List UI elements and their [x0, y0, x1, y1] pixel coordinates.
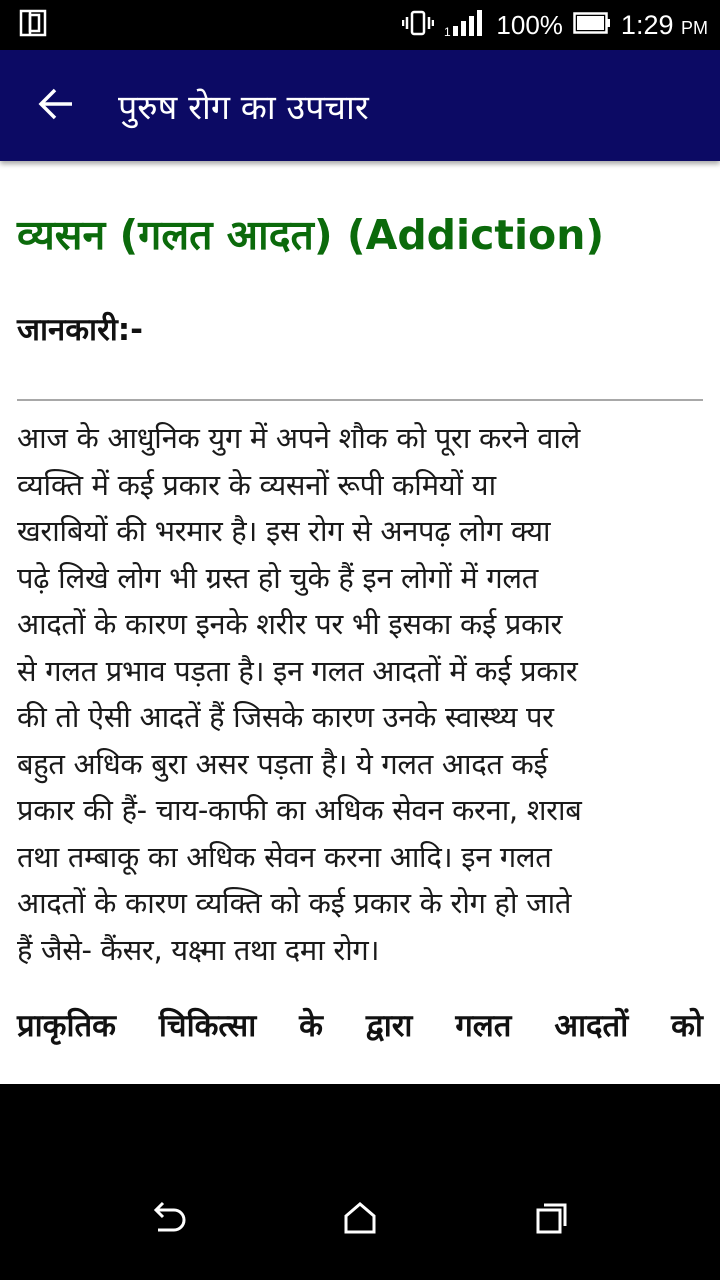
- divider: [17, 399, 703, 401]
- paragraph-line: की तो ऐसी आदतें हैं जिसके कारण उनके स्वास्थ्य पर: [17, 700, 554, 734]
- paragraph-line: तथा तम्बाकू का अधिक सेवन करना आदि। इन गलत: [17, 839, 552, 874]
- paragraph-line: बहुत अधिक बुरा असर पड़ता है। ये गलत आदत कई: [17, 746, 548, 781]
- section-word: आदतों: [554, 1008, 629, 1044]
- section-word: गलत: [455, 1008, 512, 1044]
- section-word: प्राकृतिक: [17, 1008, 116, 1044]
- status-bar: [0, 0, 720, 50]
- paragraph-line: हैं जैसे- कैंसर, यक्ष्मा तथा दमा रोग।: [17, 932, 380, 967]
- nav-recents-button[interactable]: [516, 1184, 588, 1256]
- nav-recents-icon: [534, 1200, 570, 1240]
- section-word: चिकित्सा: [158, 1008, 257, 1044]
- paragraph-line: आदतों के कारण व्यक्ति को कई प्रकार के रोग हो जाते: [17, 886, 572, 920]
- section-word: को: [671, 1008, 703, 1044]
- dual-screen-icon: [18, 8, 48, 42]
- paragraph-line: आदतों के कारण इनके शरीर पर भी इसका कई प्रकार: [17, 607, 563, 641]
- paragraph-line: प्रकार की हैं- चाय-काफी का अधिक सेवन करना, शराब: [17, 793, 582, 827]
- paragraph-line: पढ़े लिखे लोग भी ग्रस्त हो चुके हैं इन लोगों में गलत: [17, 560, 538, 595]
- nav-back-button[interactable]: [132, 1184, 204, 1256]
- paragraph-line: आज के आधुनिक युग में अपने शौक को पूरा करने वाले: [17, 421, 580, 455]
- section-word: द्वारा: [365, 1008, 413, 1044]
- article-heading: व्यसन (गलत आदत) (Addiction): [17, 211, 605, 259]
- app-bar: [0, 50, 720, 161]
- back-arrow-icon: [38, 88, 74, 124]
- back-button[interactable]: [20, 70, 92, 142]
- section-word: के: [299, 1008, 323, 1044]
- nav-home-icon: [342, 1200, 378, 1240]
- clock: [621, 10, 708, 41]
- app-title: पुरुष रोग का उपचार: [118, 87, 369, 128]
- article-paragraph: [17, 415, 703, 973]
- svg-text:1: 1: [444, 25, 452, 38]
- article-subheading: जानकारी:-: [17, 312, 144, 348]
- battery-percent: 100%: [496, 9, 563, 40]
- clock-time: 1:29: [620, 9, 674, 40]
- nav-home-button[interactable]: [324, 1184, 396, 1256]
- signal-icon: [444, 8, 486, 42]
- battery-icon: [573, 12, 611, 38]
- paragraph-line: से गलत प्रभाव पड़ता है। इन गलत आदतों में कई प्रकार: [17, 653, 578, 688]
- paragraph-line: व्यक्ति में कई प्रकार के व्यसनों रूपी कमियों या: [17, 467, 496, 502]
- clock-ampm: PM: [681, 17, 708, 38]
- paragraph-line: खराबियों की भरमार है। इस रोग से अनपढ़ लोग क्या: [17, 514, 551, 548]
- article-content[interactable]: [0, 161, 720, 1084]
- section-heading-partial: [17, 1001, 703, 1051]
- nav-back-icon: [148, 1200, 188, 1240]
- vibrate-icon: [402, 8, 434, 42]
- system-nav-bar: [0, 1084, 720, 1280]
